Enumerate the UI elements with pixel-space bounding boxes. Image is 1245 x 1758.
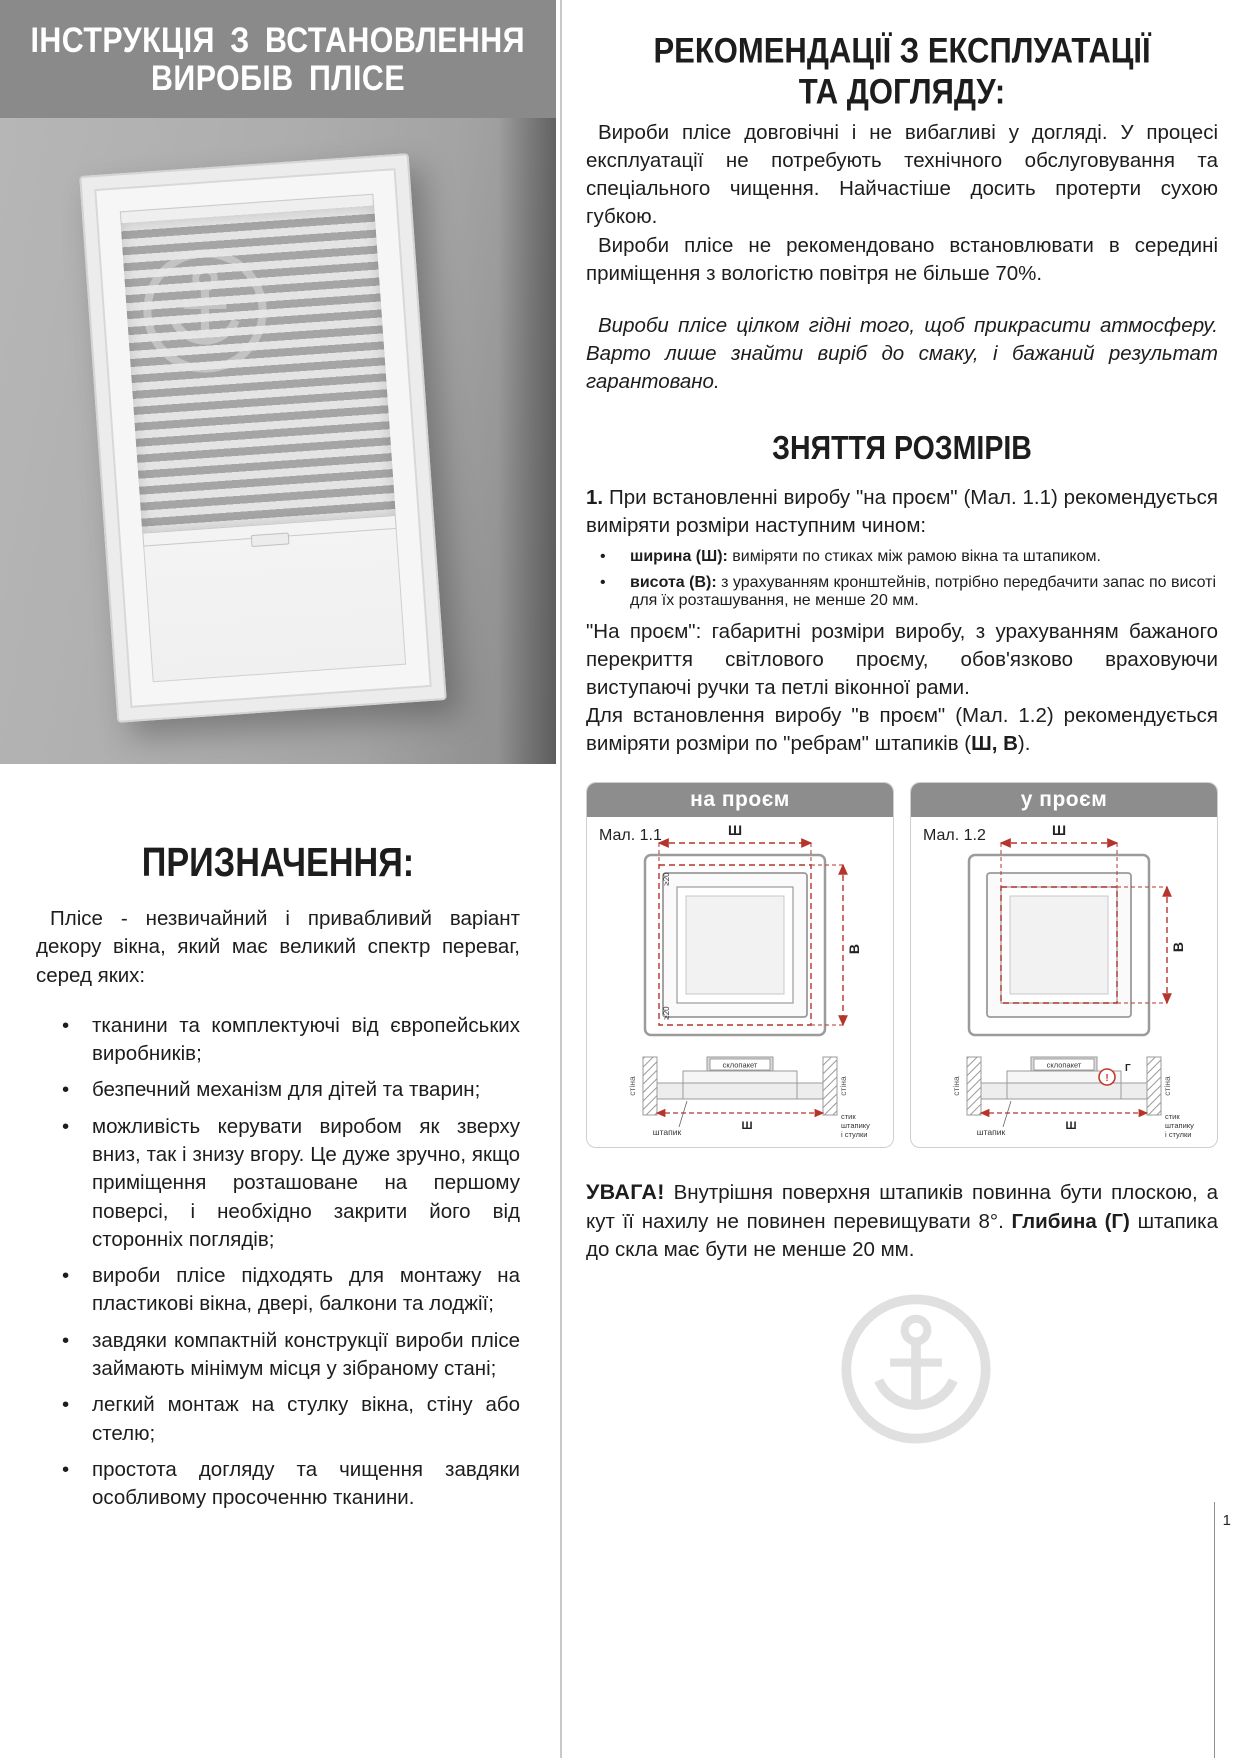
section-width-label: Ш xyxy=(1065,1120,1077,1133)
measuring-note-v-proem xyxy=(586,702,1218,758)
bullet-marker: • xyxy=(62,1328,70,1352)
left-column xyxy=(0,0,556,1520)
term-height: висота (В): xyxy=(630,574,717,592)
diagram-na-proem xyxy=(586,782,894,1148)
measurement-diagrams xyxy=(586,782,1218,1148)
page-title-band xyxy=(0,0,556,118)
list-item-text: можливість керувати виробом як зверху вниз, так і знизу вгору. Це дуже зручно, якщо приміщення розташоване на першому поверсі, і необхідно закрити його від сторонніх поглядів; xyxy=(92,1114,520,1251)
list-item-text: безпечний механізм для дітей та тварин; xyxy=(92,1078,481,1102)
term-width: ширина (Ш): xyxy=(630,548,728,566)
care-heading-line2: ТА ДОГЛЯДУ: xyxy=(798,70,1006,111)
list-item xyxy=(586,574,1218,610)
gap-top-label: ≥20 xyxy=(662,872,671,887)
joint-label-2: штапику xyxy=(1165,1121,1194,1131)
warning-text-2: штапика до скла має бути не менше 20 мм. xyxy=(586,1209,1218,1261)
diagram-header-na-proem: на проєм xyxy=(587,783,893,817)
wall-label-left: стіна xyxy=(951,1076,961,1097)
list-item xyxy=(36,1391,520,1448)
page-title-line2: ВИРОБІВ ПЛІСЕ xyxy=(150,57,405,98)
bullet-marker: • xyxy=(600,574,606,592)
list-item-text xyxy=(630,548,1218,566)
warning-text-1: Внутрішня поверхня штапиків повинна бути плоскою, а кут її нахилу не повинен перевищувати 8°. xyxy=(586,1181,1218,1233)
warning-label: УВАГА! xyxy=(586,1180,665,1205)
glasspack-label: склопакет xyxy=(722,1060,758,1070)
purpose-heading: ПРИЗНАЧЕННЯ: xyxy=(141,840,415,886)
right-column xyxy=(586,0,1218,1285)
dim-height-label: В xyxy=(846,944,862,955)
measuring-step-1 xyxy=(586,484,1218,540)
note-text-a: Для встановлення виробу "в проєм" (Мал. 1.2) рекомендується виміряти розміри по "ребрам" штапиків ( xyxy=(586,704,1218,756)
bullet-marker: • xyxy=(62,1393,70,1417)
bead-label: штапик xyxy=(652,1127,682,1138)
care-heading-line1: РЕКОМЕНДАЦІЇ З ЕКСПЛУАТАЦІЇ xyxy=(653,30,1151,70)
gap-bottom-label: ≥20 xyxy=(662,1006,671,1021)
wall-label-left: стіна xyxy=(627,1076,637,1097)
measuring-heading: ЗНЯТТЯ РОЗМІРІВ xyxy=(772,428,1032,467)
bead-label: штапик xyxy=(976,1127,1006,1138)
bullet-marker: • xyxy=(62,1264,70,1288)
purpose-body xyxy=(0,905,556,1512)
window-photo-frame xyxy=(79,153,446,723)
section-width-label: Ш xyxy=(741,1120,753,1133)
list-item-text: легкий монтаж на стулку вікна, стіну або стелю; xyxy=(92,1393,520,1445)
step-text: При встановленні виробу "на проєм" (Мал. 1.1) рекомендується виміряти розміри наступним чином: xyxy=(586,485,1218,537)
bullet-marker: • xyxy=(62,1457,70,1481)
warning-paragraph xyxy=(586,1178,1218,1264)
list-item xyxy=(36,1076,520,1104)
depth-label: Г xyxy=(1125,1063,1131,1075)
measuring-bullets xyxy=(586,548,1218,610)
term-height-desc: з урахуванням кронштейнів, потрібно передбачити запас по висоті для їх розташування, не менше 20 мм. xyxy=(630,574,1217,610)
product-photo xyxy=(0,118,556,764)
purpose-intro: Плісе - незвичайний і привабливий варіант декору вікна, який має великий спектр переваг, серед яких: xyxy=(36,907,520,987)
joint-label-1: стик xyxy=(841,1112,856,1122)
bullet-marker: • xyxy=(62,1114,70,1138)
diagram-figure-1-1 xyxy=(587,817,893,1147)
dim-height-label: В xyxy=(1170,942,1186,953)
care-paragraph-3: Вироби плісе цілком гідні того, щоб прикрасити атмосферу. Варто лише знайти виріб до смаку, і бажаний результат гарантовано. xyxy=(586,313,1218,393)
wall-label-right: стіна xyxy=(838,1076,848,1097)
list-item-text: тканини та комплектуючі від європейських виробників; xyxy=(92,1013,520,1066)
care-paragraph-1: Вироби плісе довговічні і не вибагливі у догляді. У процесі експлуатації не потребують технічного обслуговування та спеціального чищення. Найчастіше досить протерти сухою губкою. xyxy=(586,121,1218,229)
list-item-text: вироби плісе підходять для монтажу на пластикові вікна, двері, балкони та лоджії; xyxy=(92,1264,520,1316)
warning-mark: ! xyxy=(1105,1073,1109,1085)
joint-label-2: штапику xyxy=(841,1121,870,1131)
list-item-text xyxy=(630,574,1218,610)
figure-caption: Мал. 1.1 xyxy=(599,827,662,845)
list-item xyxy=(36,1456,520,1513)
diagram-header-u-proem: у проєм xyxy=(911,783,1217,817)
joint-label-3: і стулки xyxy=(841,1130,868,1140)
brand-watermark-icon xyxy=(835,1288,997,1450)
list-item xyxy=(36,1327,520,1384)
joint-label-3: і стулки xyxy=(1165,1130,1192,1140)
step-number: 1. xyxy=(586,485,604,509)
diagram-figure-1-2 xyxy=(911,817,1217,1147)
term-width-desc: виміряти по стиках між рамою вікна та штапиком. xyxy=(727,548,1101,566)
list-item xyxy=(36,1012,520,1069)
warning-depth-term: Глибина (Г) xyxy=(1011,1209,1130,1233)
list-item xyxy=(36,1262,520,1319)
bullet-marker: • xyxy=(62,1078,70,1102)
list-item-text: простота догляду та чищення завдяки особливому просоченню тканини. xyxy=(92,1457,520,1510)
pleated-blind xyxy=(121,206,396,533)
list-item xyxy=(36,1113,520,1254)
window-sash xyxy=(94,168,432,708)
diagram-u-proem xyxy=(910,782,1218,1148)
measuring-note-na-proem: "На проєм": габаритні розміри виробу, з урахуванням бажаного перекриття світлового проєму, обов'язково враховуючи виступаючі ручки та петлі віконної рами. xyxy=(586,620,1218,700)
care-paragraph-2: Вироби плісе не рекомендовано встановлювати в середині приміщення з вологістю повітря не більше 70%. xyxy=(586,233,1218,285)
figure-caption: Мал. 1.2 xyxy=(923,827,986,845)
wall-label-right: стіна xyxy=(1162,1076,1172,1097)
note-dims: Ш, В xyxy=(971,732,1018,756)
bullet-marker: • xyxy=(600,548,606,566)
joint-label-1: стик xyxy=(1165,1112,1180,1122)
list-item xyxy=(586,548,1218,566)
dim-width-label: Ш xyxy=(1051,822,1067,839)
bullet-marker: • xyxy=(62,1013,70,1037)
page-title-line1: ІНСТРУКЦІЯ З ВСТАНОВЛЕННЯ xyxy=(30,19,526,60)
care-heading xyxy=(605,30,1199,111)
glasspack-label: склопакет xyxy=(1046,1060,1082,1070)
note-text-b: ). xyxy=(1017,732,1031,756)
page-number: 1 xyxy=(1214,1502,1231,1758)
column-divider xyxy=(560,0,562,1758)
dim-width-label: Ш xyxy=(727,822,743,839)
list-item-text: завдяки компактній конструкції вироби плісе займають мінімум місця у зібраному стані; xyxy=(92,1328,520,1380)
